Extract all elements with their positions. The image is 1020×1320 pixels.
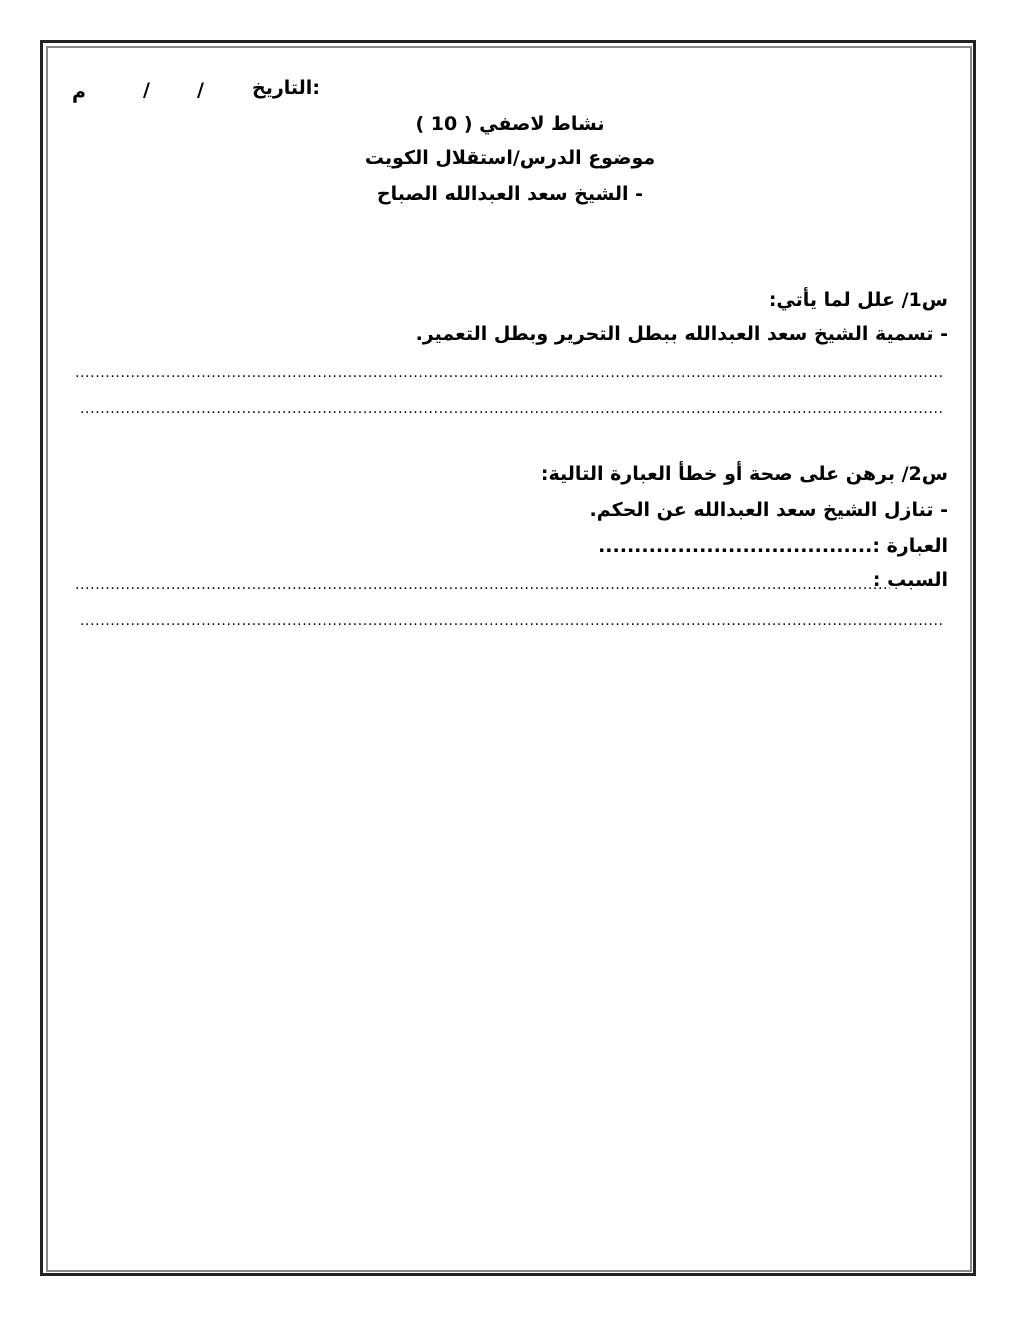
date-separator: / [143,79,150,101]
answer-line[interactable] [75,578,890,592]
reason-label: السبب : [872,569,948,591]
answer-line[interactable] [80,614,945,628]
date-label: التاريخ: [252,77,320,99]
question-1-heading: س1/ علل لما يأتي: [768,289,948,311]
question-2-heading: س2/ برهن على صحة أو خطأ العبارة التالية: [540,463,948,485]
page-border-inner [46,46,972,1272]
question-1-item: - تسمية الشيخ سعد العبدالله ببطل التحرير وبطل التعمير. [415,323,948,345]
answer-line[interactable] [80,402,945,416]
date-separator: / [197,79,204,101]
activity-title: نشاط لاصفي ( 10 ) [415,113,605,135]
answer-line[interactable] [75,366,945,380]
lesson-topic: موضوع الدرس/استقلال الكويت [364,147,656,169]
lesson-subtopic: - الشيخ سعد العبدالله الصباح [376,183,644,205]
statement-label: العبارة :...................................... [598,535,948,557]
question-2-item: - تنازل الشيخ سعد العبدالله عن الحكم. [589,499,948,521]
date-suffix: م [72,81,86,103]
